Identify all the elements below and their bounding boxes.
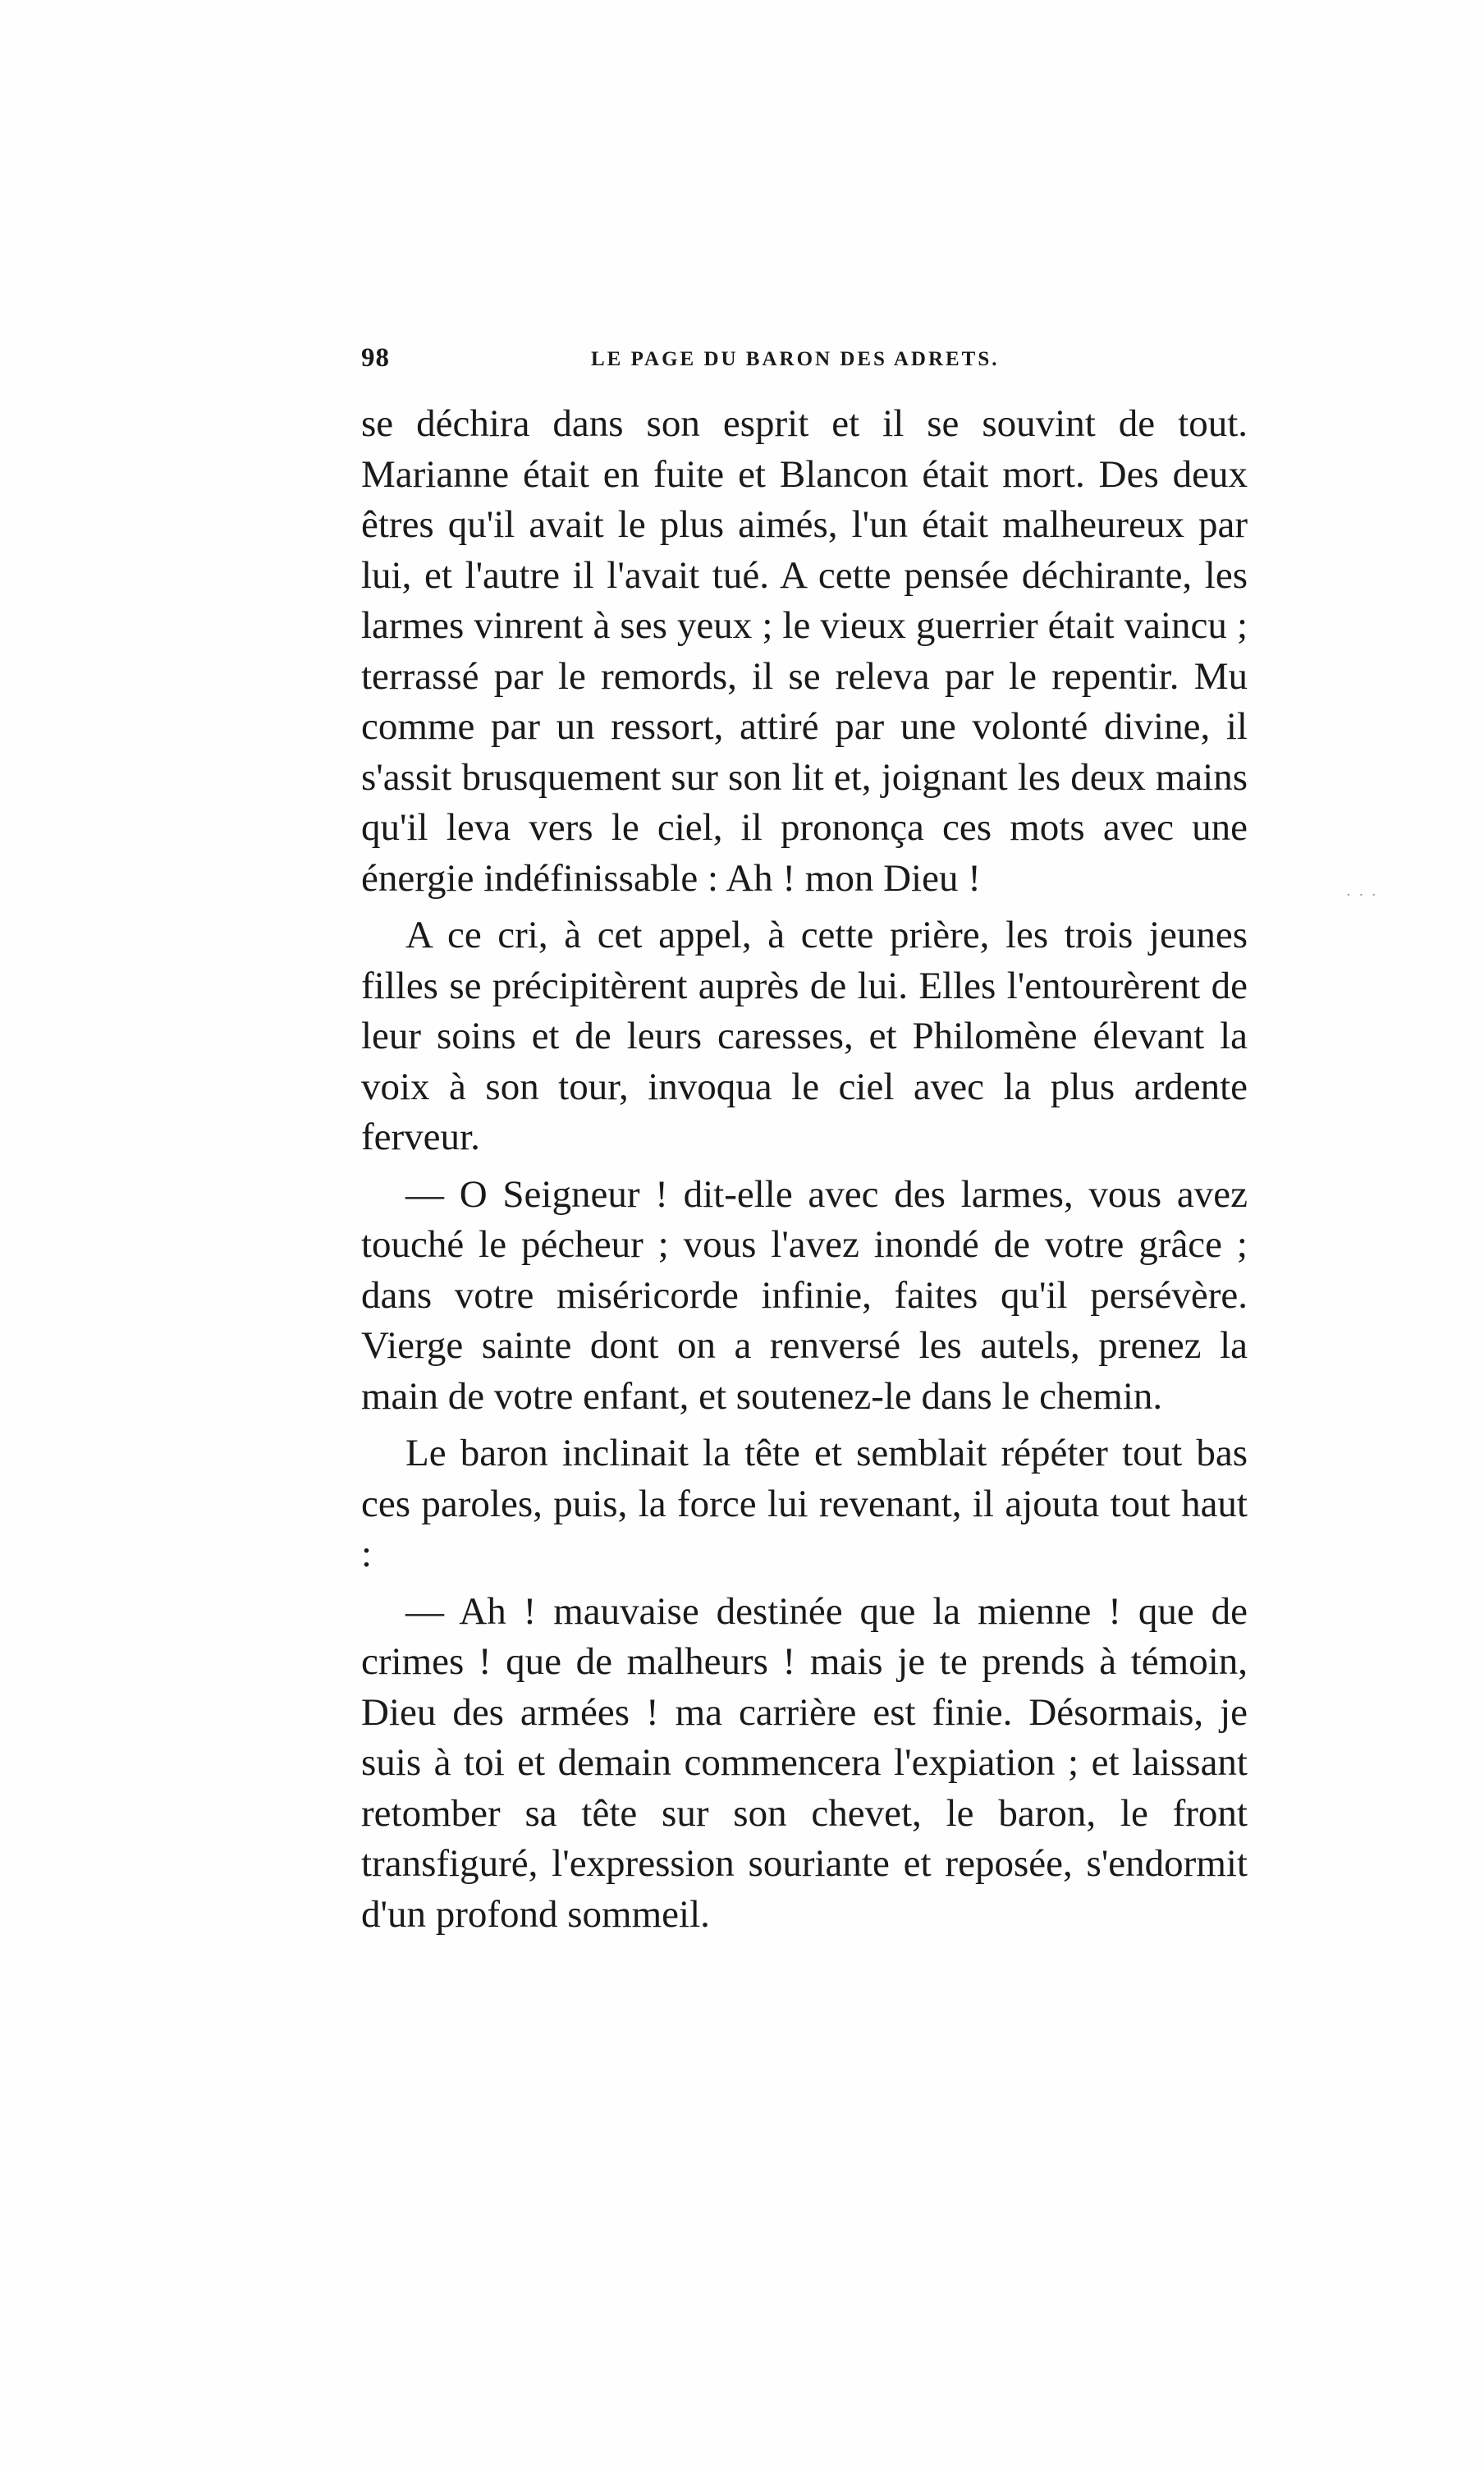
paragraph-dialogue: — O Seigneur ! dit-elle avec des larmes, vous avez touché le pécheur ; vous l'avez inondé de votre grâce ; dans votre miséricorde infinie, faites qu'il persévère. Vierge sainte dont on a renversé les autels, prenez la main de votre enfant, et soutenez-le dans le chemin. xyxy=(361,1172,1248,1418)
page-number: 98 xyxy=(361,343,390,373)
running-title: LE PAGE DU BARON DES ADRETS. xyxy=(591,348,1000,370)
paragraph: Le baron inclinait la tête et semblait répéter tout bas ces paroles, puis, la force lui revenant, il ajouta tout haut : xyxy=(361,1432,1248,1575)
paper-blemish: · · · xyxy=(1346,887,1378,904)
body-text xyxy=(361,399,1248,1946)
paragraph-continuation: se déchira dans son esprit et il se souvint de tout. Marianne était en fuite et Blancon était mort. Des deux êtres qu'il avait le plus aimés, l'un était malheureux par lui, et l'autre il l'avait tué. A cette pensée déchirante, les larmes vinrent à ses yeux ; le vieux guerrier était vaincu ; terrassé par le remords, il se releva par le repentir. Mu comme par un ressort, attiré par une volonté divine, il s'assit brusquement sur son lit et, joignant les deux mains qu'il leva vers le ciel, il prononça ces mots avec une énergie indéfinissable : Ah ! mon Dieu ! xyxy=(361,402,1248,900)
paragraph-dialogue: — Ah ! mauvaise destinée que la mienne ! que de crimes ! que de malheurs ! mais je te prends à témoin, Dieu des armées ! ma carrière est finie. Désormais, je suis à toi et demain commencera l'expiation ; et laissant retomber sa tête sur son chevet, le baron, le front transfiguré, l'expression souriante et reposée, s'endormit d'un profond sommeil. xyxy=(361,1589,1248,1936)
page-header xyxy=(361,343,1248,383)
paragraph: A ce cri, à cet appel, à cette prière, les trois jeunes filles se précipitèrent auprès de lui. Elles l'entourèrent de leur soins et de leurs caresses, et Philomène élevant la voix à son tour, invoqua le ciel avec la plus ardente ferveur. xyxy=(361,914,1248,1158)
